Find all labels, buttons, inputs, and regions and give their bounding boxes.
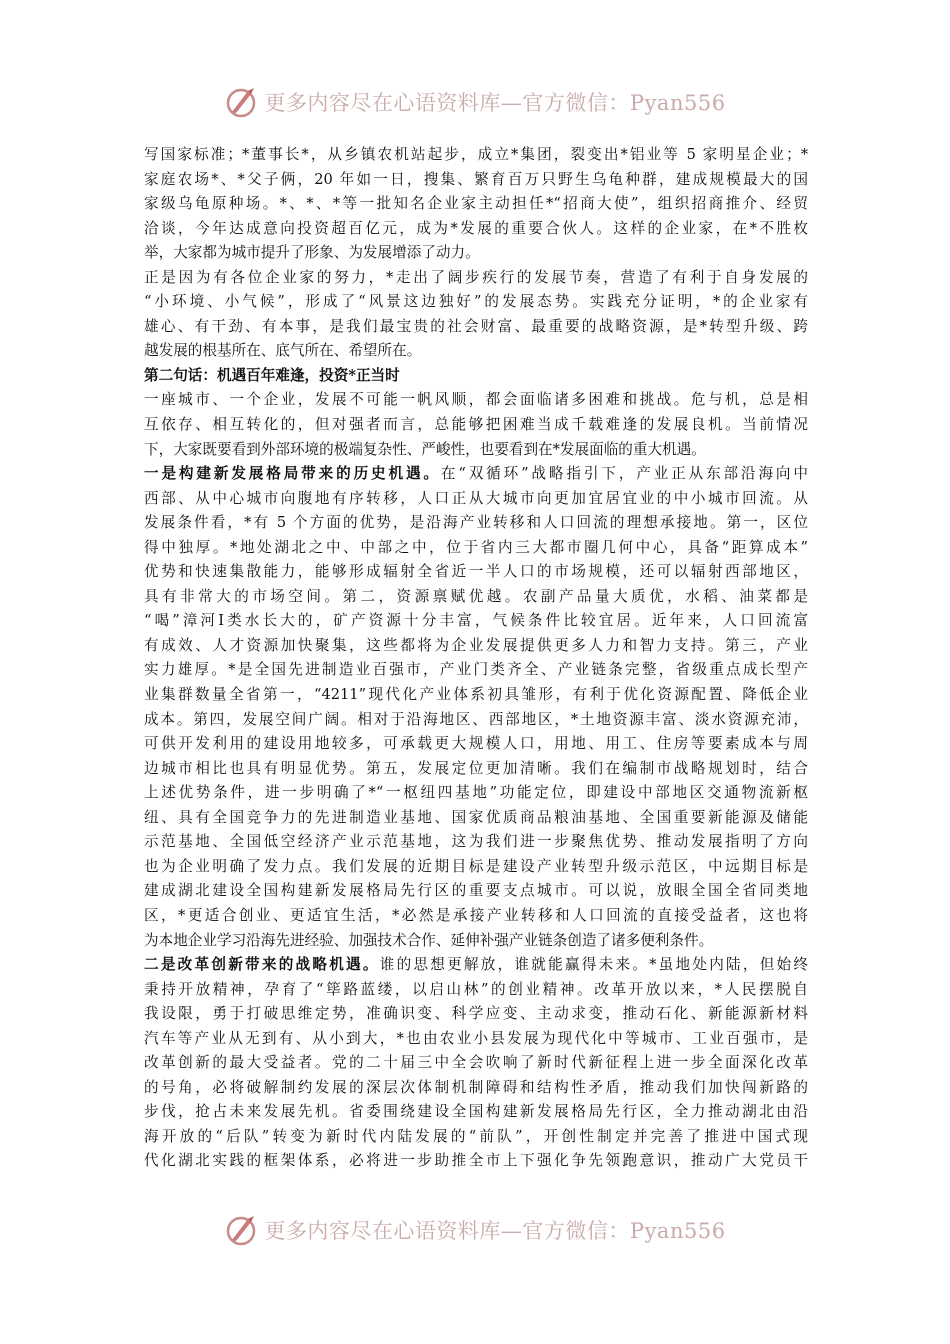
text-line bbox=[144, 266, 808, 291]
line-text: 成本。第四，发展空间广阔。相对于沿海地区、西部地区，*土地资源丰富、淡水资源充沛， bbox=[144, 710, 808, 728]
line-text: 汽车等产业从无到有、从小到大，*也由农业小县发展为现代化中等城市、工业百强市，是 bbox=[144, 1029, 808, 1047]
text-line bbox=[144, 1051, 808, 1076]
line-text: 有成效、人才资源加快聚集，这些都将为企业发展提供更多人力和智力支持。第三，产业 bbox=[144, 636, 808, 654]
text-line bbox=[144, 290, 808, 315]
bold-heading: 一是构建新发展格局带来的历史机遇。 bbox=[144, 465, 441, 483]
line-text: 上述优势条件，进一步明确了*“一枢纽四基地”功能定位，即建设中部地区交通物流新枢 bbox=[144, 784, 808, 802]
text-line bbox=[144, 904, 808, 929]
line-text: 互依存、相互转化的，但对强者而言，总能够把困难当成千载难逢的发展良机。当前情况 bbox=[144, 416, 808, 434]
line-text: 写国家标准；*董事长*，从乡镇农机站起步，成立*集团，裂变出*铝业等 5 家明星企业；* bbox=[144, 146, 808, 163]
line-text: 家级乌龟原种场。*、*、*等一批知名企业家主动担任*“招商大使”，组织招商推介、经贸 bbox=[144, 195, 808, 213]
line-text: 在“双循环”战略指引下，产业正从东部沿海向中 bbox=[440, 465, 808, 483]
text-line bbox=[144, 364, 808, 389]
text-line bbox=[144, 560, 808, 585]
footer-watermark bbox=[0, 1210, 950, 1250]
line-text: 越发展的根基所在、底气所在、希望所在。 bbox=[144, 342, 422, 360]
text-line bbox=[144, 143, 808, 168]
text-line bbox=[144, 781, 808, 806]
watermark-text: 更多内容尽在心语资料库—官方微信：Pyan556 bbox=[264, 91, 726, 115]
text-line bbox=[144, 511, 808, 536]
line-text: 示范基地、全国低空经济产业示范基地，这为我们进一步聚焦优势、推动发展指明了方向 bbox=[144, 833, 808, 851]
text-line bbox=[144, 241, 808, 266]
bold-heading: 二是改革创新带来的战略机遇。 bbox=[144, 956, 380, 974]
line-text: 也为企业明确了发力点。我们发展的近期目标是建设产业转型升级示范区，中远期目标是 bbox=[144, 857, 808, 875]
text-line bbox=[144, 634, 808, 659]
text-line bbox=[144, 683, 808, 708]
line-text: 西部、从中心城市向腹地有序转移，人口正从大城市向更加宜居宜业的中小城市回流。从 bbox=[144, 489, 808, 507]
line-text: 发展条件看，*有 5 个方面的优势，是沿海产业转移和人口回流的理想承接地。第一，区位 bbox=[144, 514, 808, 532]
text-line bbox=[144, 879, 808, 904]
text-line bbox=[144, 192, 808, 217]
line-text: 雄心、有干劲、有本事，是我们最宝贵的社会财富、最重要的战略资源，是*转型升级、跨 bbox=[144, 317, 808, 335]
line-text: 为本地企业学习沿海先进经验、加强技术合作、延伸补强产业链条创造了诸多便利条件。 bbox=[144, 931, 714, 949]
line-text: 一座城市、一个企业，发展不可能一帆风顺，都会面临诸多困难和挑战。危与机，总是相 bbox=[144, 391, 808, 409]
text-line bbox=[144, 953, 808, 978]
header-watermark bbox=[0, 82, 950, 122]
text-line bbox=[144, 1100, 808, 1125]
text-line bbox=[144, 757, 808, 782]
line-text: 秉持开放精神，孕育了“筚路蓝缕，以启山林”的创业精神。改革开放以来，*人民摆脱自 bbox=[144, 980, 808, 998]
watermark-text: 更多内容尽在心语资料库—官方微信：Pyan556 bbox=[264, 1219, 726, 1243]
line-text: 纽、具有全国竞争力的先进制造业基地、国家优质商品粮油基地、全国重要新能源及储能 bbox=[144, 808, 808, 826]
text-line bbox=[144, 339, 808, 364]
line-text: 下，大家既要看到外部环境的极端复杂性、严峻性，也要看到在*发展面临的重大机遇。 bbox=[144, 440, 706, 458]
article-body bbox=[144, 143, 808, 1174]
text-line bbox=[144, 978, 808, 1003]
line-text: 边城市相比也具有明显优势。第五，发展定位更加清晰。我们在编制市战略规划时，结合 bbox=[144, 759, 808, 777]
text-line bbox=[144, 1002, 808, 1027]
text-line bbox=[144, 536, 808, 561]
text-line bbox=[144, 315, 808, 340]
text-line bbox=[144, 388, 808, 413]
text-line bbox=[144, 658, 808, 683]
text-line bbox=[144, 462, 808, 487]
text-line bbox=[144, 830, 808, 855]
text-line bbox=[144, 585, 808, 610]
line-text: 洽谈，今年达成意向投资超百亿元，成为*发展的重要合伙人。这样的企业家，在*不胜枚 bbox=[144, 219, 808, 237]
quill-pen-logo-icon bbox=[224, 1213, 258, 1247]
line-text: 步伐，抢占未来发展先机。省委围绕建设全国构建新发展格局先行区，全力推动湖北由沿 bbox=[144, 1103, 808, 1121]
line-text: 正是因为有各位企业家的努力，*走出了阔步疾行的发展节奏，营造了有利于自身发展的 bbox=[144, 268, 808, 286]
line-text: 建成湖北建设全国构建新发展格局先行区的重要支点城市。可以说，放眼全国全省同类地 bbox=[144, 882, 808, 900]
text-line bbox=[144, 168, 808, 193]
line-text: 代化湖北实践的框架体系，必将进一步助推全市上下强化争先领跑意识，推动广大党员干 bbox=[144, 1152, 808, 1170]
line-text: “喝”漳河Ⅰ类水长大的，矿产资源十分丰富，气候条件比较宜居。近年来，人口回流富 bbox=[144, 612, 808, 630]
line-text: 改革创新的最大受益者。党的二十届三中全会吹响了新时代新征程上进一步全面深化改革 bbox=[144, 1054, 808, 1072]
text-line bbox=[144, 487, 808, 512]
line-text: 业集群数量全省第一，“4211”现代化产业体系初具雏形，有利于优化资源配置、降低企业 bbox=[144, 686, 808, 704]
text-line bbox=[144, 609, 808, 634]
text-line bbox=[144, 1125, 808, 1150]
line-text: 谁的思想更解放，谁就能赢得未来。*虽地处内陆，但始终 bbox=[379, 956, 808, 974]
line-text: 的号角，必将破解制约发展的深层次体制机制障碍和结构性矛盾，推动我们加快闯新路的 bbox=[144, 1078, 808, 1096]
text-line bbox=[144, 217, 808, 242]
quill-pen-logo-icon bbox=[224, 85, 258, 119]
text-line bbox=[144, 806, 808, 831]
line-text: 实力雄厚。*是全国先进制造业百强市，产业门类齐全、产业链条完整，省级重点成长型产 bbox=[144, 661, 808, 679]
text-line bbox=[144, 855, 808, 880]
line-text: 具有非常大的市场空间。第二，资源禀赋优越。农副产品量大质优，水稻、油菜都是 bbox=[144, 587, 808, 605]
text-line bbox=[144, 1027, 808, 1052]
line-text: 我设限，勇于打破思维定势，准确识变、科学应变、主动求变，推动石化、新能源新材料 bbox=[144, 1005, 808, 1023]
line-text: 海开放的“后队”转变为新时代内陆发展的“前队”，开创性制定并完善了推进中国式现 bbox=[144, 1127, 808, 1145]
text-line bbox=[144, 1149, 808, 1174]
text-line bbox=[144, 708, 808, 733]
text-line bbox=[144, 438, 808, 463]
text-line bbox=[144, 413, 808, 438]
text-line bbox=[144, 1076, 808, 1101]
line-text: “小环境、小气候”，形成了“风景这边独好”的发展态势。实践充分证明，*的企业家有 bbox=[144, 293, 808, 311]
line-text: 区，*更适合创业、更适宜生活，*必然是承接产业转移和人口回流的直接受益者，这也将 bbox=[144, 906, 808, 924]
line-text: 优势和快速集散能力，能够形成辐射全省近一半人口的市场规模，还可以辐射西部地区， bbox=[144, 563, 808, 581]
line-text: 举，大家都为城市提升了形象、为发展增添了动力。 bbox=[144, 244, 480, 262]
line-text: 家庭农场*、*父子俩，20 年如一日，搜集、繁育百万只野生乌龟种群，建成规模最大的国 bbox=[144, 170, 808, 188]
text-line bbox=[144, 732, 808, 757]
bold-heading: 第二句话：机遇百年难逢，投资*正当时 bbox=[144, 366, 400, 384]
line-text: 可供开发利用的建设用地较多，可承载更大规模人口，用地、用工、住房等要素成本与周 bbox=[144, 735, 808, 753]
text-line bbox=[144, 929, 808, 954]
line-text: 得中独厚。*地处湖北之中、中部之中，位于省内三大都市圈几何中心，具备“距算成本” bbox=[144, 538, 808, 556]
